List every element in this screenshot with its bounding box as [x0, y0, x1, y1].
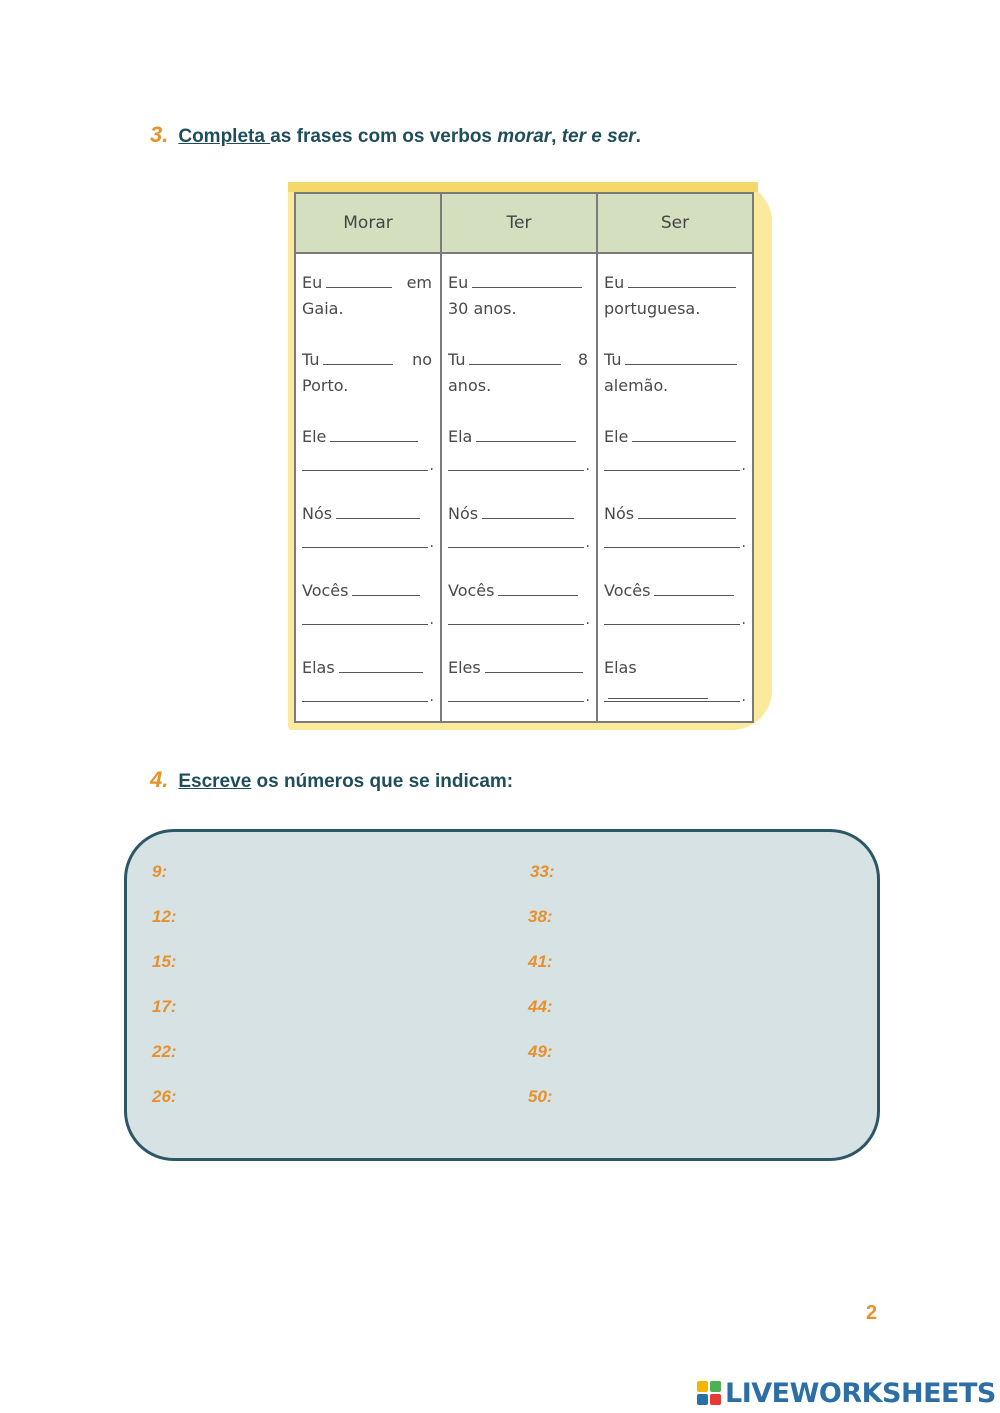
instruction-text: as frases com os verbos	[270, 126, 498, 147]
page-number: 2	[866, 1302, 878, 1324]
word: anos.	[448, 376, 492, 395]
answer-line[interactable]	[604, 604, 746, 628]
dot: .	[585, 689, 590, 705]
ser-cell-nos	[604, 501, 744, 578]
answer-blank[interactable]	[476, 427, 576, 442]
exercise-3-heading	[150, 122, 641, 148]
liveworksheets-logo[interactable]	[697, 1377, 996, 1409]
verb-table	[294, 192, 754, 723]
dot: .	[741, 458, 746, 474]
pronoun: Eu	[302, 273, 323, 292]
numbers-box	[124, 829, 880, 1161]
dot: .	[429, 689, 434, 705]
pronoun: Nós	[448, 504, 479, 523]
number-label: 22:	[152, 1042, 177, 1061]
number-label: 15:	[152, 952, 177, 971]
pronoun: Vocês	[302, 581, 349, 600]
morar-cell-nos	[302, 501, 432, 578]
number-label: 41:	[528, 952, 553, 971]
number-label: 12:	[152, 907, 177, 926]
dot: .	[429, 535, 434, 551]
number-label: 38:	[528, 907, 553, 926]
answer-blank[interactable]	[654, 581, 734, 596]
column-ter	[440, 254, 596, 721]
answer-blank[interactable]	[485, 658, 583, 673]
answer-line[interactable]	[302, 450, 434, 474]
pronoun: Ele	[604, 427, 629, 446]
number-label: 9:	[152, 862, 168, 881]
pronoun: Elas	[604, 658, 637, 677]
dot: .	[741, 689, 746, 705]
logo-square	[710, 1381, 721, 1392]
answer-line[interactable]	[604, 450, 746, 474]
morar-cell-tu	[302, 347, 432, 424]
answer-blank[interactable]	[336, 504, 420, 519]
logo-square	[697, 1394, 708, 1405]
exercise-3-number: 3.	[150, 122, 169, 147]
pronoun: Tu	[604, 350, 622, 369]
pronoun: Eles	[448, 658, 481, 677]
word: no	[412, 350, 432, 369]
dot: .	[585, 612, 590, 628]
ter-cell-tu	[448, 347, 588, 424]
instruction-text: os números que se indicam:	[251, 771, 514, 792]
answer-line[interactable]	[302, 604, 434, 628]
instruction-verb: Escreve	[178, 771, 252, 792]
number-label: 44:	[528, 997, 553, 1016]
answer-blank[interactable]	[469, 350, 561, 365]
word: Gaia.	[302, 299, 344, 318]
logo-text: LIVEWORKSHEETS	[725, 1377, 996, 1409]
answer-blank[interactable]	[339, 658, 423, 673]
word: Porto.	[302, 376, 349, 395]
pronoun: Vocês	[604, 581, 651, 600]
table-decor-stripe	[288, 182, 758, 192]
pronoun: Tu	[302, 350, 320, 369]
header-morar: Morar	[296, 194, 440, 254]
number-label: 50:	[528, 1087, 553, 1106]
answer-line[interactable]	[448, 681, 590, 705]
word: portuguesa.	[604, 299, 701, 318]
pronoun: Eu	[604, 273, 625, 292]
instruction-verb: Completa	[178, 126, 271, 147]
header-ser: Ser	[596, 194, 752, 254]
answer-blank[interactable]	[326, 273, 392, 288]
pronoun: Tu	[448, 350, 466, 369]
morar-cell-elas	[302, 655, 432, 721]
dot: .	[585, 535, 590, 551]
dot: .	[741, 612, 746, 628]
word: em	[406, 273, 432, 292]
ter-cell-nos	[448, 501, 588, 578]
ser-cell-elas	[604, 655, 744, 721]
word: 30 anos.	[448, 299, 517, 318]
pronoun: Nós	[302, 504, 333, 523]
ser-cell-tu	[604, 347, 744, 424]
dot: .	[741, 535, 746, 551]
column-ser	[596, 254, 752, 721]
word: 8	[577, 350, 588, 369]
answer-blank[interactable]	[638, 504, 736, 519]
exercise-4-number: 4.	[150, 767, 169, 792]
ter-cell-ela	[448, 424, 588, 501]
morar-cell-ele	[302, 424, 432, 501]
verbs-ter-ser: ter e ser	[561, 126, 636, 147]
answer-blank[interactable]	[323, 350, 393, 365]
answer-line[interactable]	[302, 681, 434, 705]
answer-line[interactable]	[448, 527, 590, 551]
logo-square	[697, 1381, 708, 1392]
answer-blank[interactable]	[330, 427, 418, 442]
ser-cell-voces	[604, 578, 744, 655]
ser-cell-ele	[604, 424, 744, 501]
answer-line[interactable]	[604, 527, 746, 551]
answer-blank[interactable]	[625, 350, 737, 365]
morar-cell-voces	[302, 578, 432, 655]
answer-line[interactable]	[604, 681, 746, 705]
ter-cell-voces	[448, 578, 588, 655]
ter-cell-eles	[448, 655, 588, 721]
pronoun: Vocês	[448, 581, 495, 600]
answer-line[interactable]	[448, 450, 590, 474]
period: .	[635, 126, 641, 147]
number-label: 26:	[152, 1087, 177, 1106]
column-morar	[296, 254, 440, 721]
logo-square	[710, 1394, 721, 1405]
answer-line[interactable]	[448, 604, 590, 628]
pronoun: Eu	[448, 273, 469, 292]
ser-cell-eu	[604, 270, 744, 347]
pronoun: Elas	[302, 658, 335, 677]
answer-blank[interactable]	[632, 427, 736, 442]
answer-blank[interactable]	[628, 273, 736, 288]
separator: ,	[551, 126, 562, 147]
number-label: 49:	[528, 1042, 553, 1061]
logo-icon	[697, 1381, 721, 1405]
answer-blank[interactable]	[498, 581, 578, 596]
word: alemão.	[604, 376, 669, 395]
dot: .	[429, 458, 434, 474]
answer-blank[interactable]	[352, 581, 420, 596]
answer-blank[interactable]	[472, 273, 582, 288]
dot: .	[585, 458, 590, 474]
number-label: 17:	[152, 997, 177, 1016]
header-ter: Ter	[440, 194, 596, 254]
verb-morar: morar	[497, 126, 552, 147]
exercise-4-heading	[150, 767, 513, 793]
pronoun: Ela	[448, 427, 473, 446]
answer-line[interactable]	[302, 527, 434, 551]
pronoun: Nós	[604, 504, 635, 523]
ter-cell-eu	[448, 270, 588, 347]
dot: .	[429, 612, 434, 628]
pronoun: Ele	[302, 427, 327, 446]
number-label: 33:	[530, 862, 555, 881]
answer-blank[interactable]	[482, 504, 574, 519]
morar-cell-eu	[302, 270, 432, 347]
